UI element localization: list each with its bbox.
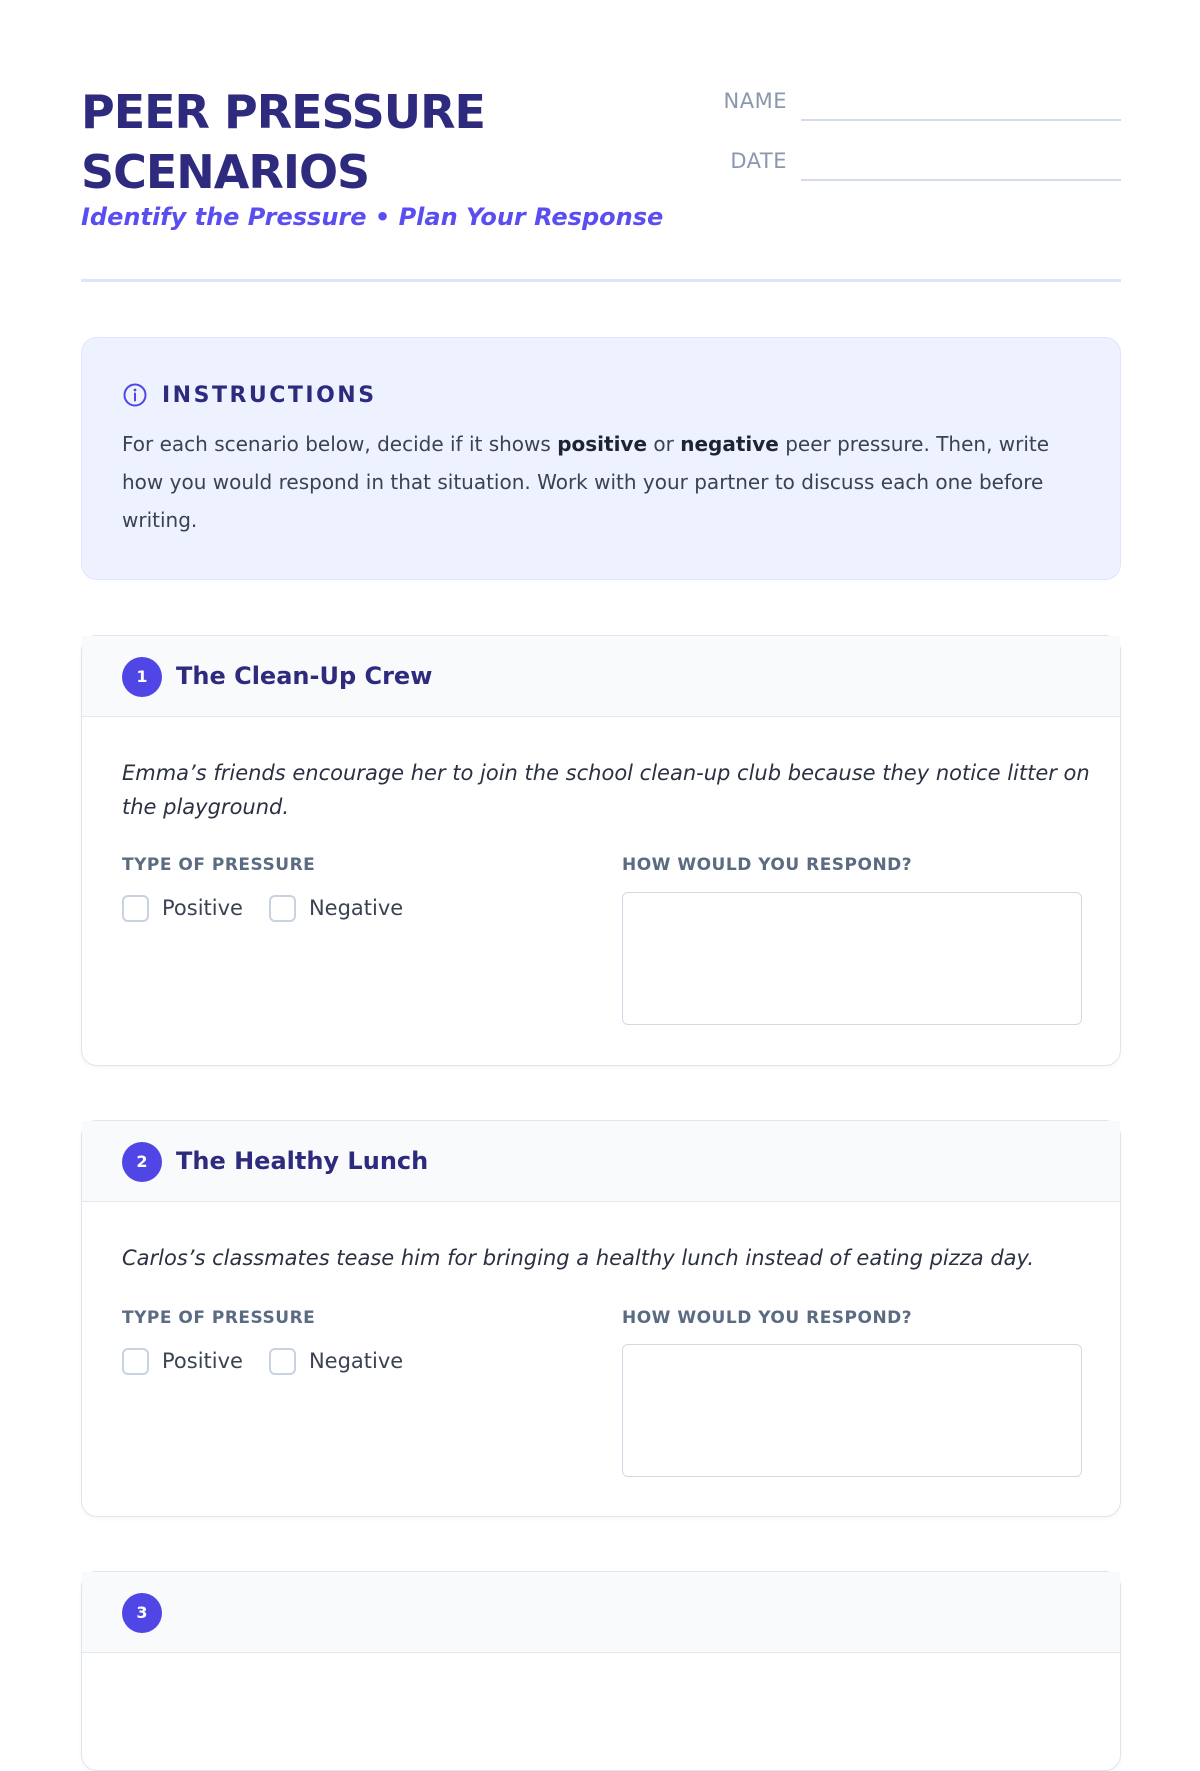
negative-option[interactable] (269, 894, 403, 922)
date-label: DATE (730, 149, 787, 173)
instructions-text (122, 425, 1082, 539)
scenario-card (81, 635, 1121, 1066)
positive-label: Positive (162, 896, 243, 920)
type-of-pressure-label: TYPE OF PRESSURE (122, 1308, 316, 1328)
page-subtitle: Identify the Pressure • Plan Your Response (81, 203, 664, 231)
scenario-text: Emma’s friends encourage her to join the school clean-up club because they notice litter on the playground. (122, 761, 1090, 819)
scenario-header (82, 1572, 1120, 1653)
date-field[interactable] (701, 146, 1121, 186)
instructions-title: INSTRUCTIONS (162, 382, 377, 408)
worksheet-header (81, 80, 1121, 282)
scenario-header (82, 1121, 1120, 1202)
scenario-title: The Healthy Lunch (176, 1147, 429, 1175)
date-input-line[interactable] (801, 179, 1121, 181)
page-title: PEER PRESSURE SCENARIOS (81, 85, 485, 199)
positive-option[interactable] (122, 894, 243, 922)
scenario-number-badge: 1 (122, 657, 162, 697)
positive-checkbox[interactable] (122, 895, 149, 922)
scenario-header (82, 636, 1120, 717)
info-icon (122, 382, 148, 408)
scenario-card (81, 1571, 1121, 1771)
positive-option[interactable] (122, 1347, 243, 1375)
instructions-heading (122, 382, 377, 408)
response-textarea[interactable] (622, 892, 1082, 1025)
name-field[interactable] (701, 86, 1121, 126)
negative-label: Negative (308, 1349, 404, 1373)
type-of-pressure-label: TYPE OF PRESSURE (122, 855, 316, 875)
scenario-number-badge: 3 (122, 1593, 162, 1633)
scenario-text: Carlos’s classmates tease him for bringing a healthy lunch instead of eating pizza day. (122, 1246, 1035, 1270)
instructions-bold-negative: negative (680, 432, 779, 456)
positive-checkbox[interactable] (122, 1348, 149, 1375)
instructions-text-part: For each scenario below, decide if it shows (122, 432, 558, 456)
name-label: NAME (723, 89, 787, 113)
negative-checkbox[interactable] (269, 1348, 296, 1375)
instructions-text-part: peer pressure. Then, write how you would respond in that situation. Work with your partner to discuss each one before writing. (122, 432, 1050, 532)
positive-label: Positive (162, 1349, 243, 1373)
response-textarea[interactable] (622, 1344, 1082, 1477)
instructions-bold-positive: positive (557, 432, 648, 456)
name-input-line[interactable] (801, 119, 1121, 121)
negative-option[interactable] (269, 1347, 403, 1375)
response-label: HOW WOULD YOU RESPOND? (622, 855, 913, 875)
negative-checkbox[interactable] (269, 895, 296, 922)
scenario-number-badge: 2 (122, 1142, 162, 1182)
instructions-box (81, 337, 1121, 580)
pressure-options (122, 1346, 429, 1376)
scenario-title: The Clean-Up Crew (176, 662, 433, 690)
pressure-options (122, 893, 429, 923)
negative-label: Negative (308, 896, 404, 920)
instructions-text-part: or (647, 432, 681, 456)
scenario-card (81, 1120, 1121, 1517)
response-label: HOW WOULD YOU RESPOND? (622, 1308, 913, 1328)
